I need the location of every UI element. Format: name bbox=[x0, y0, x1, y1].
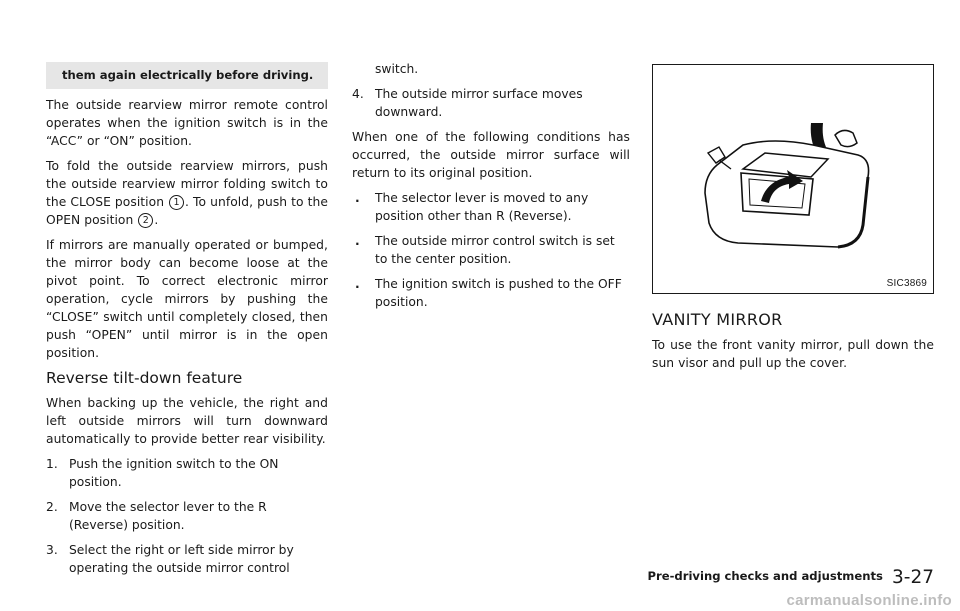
bullet-text: The selector lever is moved to any position other than R (Reverse). bbox=[375, 191, 589, 223]
heading-vanity-mirror: VANITY MIRROR bbox=[652, 310, 783, 329]
step-3-text: Select the right or left side mirror by operating the outside mirror control bbox=[69, 543, 294, 575]
paragraph-reverse-tilt: When backing up the vehicle, the right and left outside mirrors will turn downward automatically to provide better rear visibility. bbox=[46, 396, 328, 446]
middle-column bbox=[352, 60, 630, 318]
note-continuation-box bbox=[46, 62, 328, 89]
step-4 bbox=[352, 85, 630, 121]
paragraph-vanity-mirror: To use the front vanity mirror, pull down the sun visor and pull up the cover. bbox=[652, 338, 934, 370]
step-4-number: 4. bbox=[352, 87, 364, 101]
heading-reverse-tilt-down: Reverse tilt-down feature bbox=[46, 369, 243, 387]
page-footer bbox=[648, 567, 934, 588]
bullet-text: The outside mirror control switch is set to the center position. bbox=[375, 234, 615, 266]
folding-text-a: To fold the outside rearview mirrors, push the outside rearview mirror folding switch to the CLOSE position bbox=[46, 159, 328, 209]
page-number: 3-27 bbox=[892, 567, 934, 588]
figure-code: SIC3869 bbox=[886, 278, 927, 289]
step-3 bbox=[46, 541, 328, 577]
folding-text-b: . To unfold, push to the OPEN position bbox=[46, 195, 328, 227]
right-column bbox=[652, 0, 934, 379]
watermark: carmanualsonline.info bbox=[786, 592, 952, 609]
step-3-number: 3. bbox=[46, 543, 58, 557]
bullet-item bbox=[352, 232, 630, 268]
paragraph-remote-control: The outside rearview mirror remote control operates when the ignition switch is in the “ACC” or “ON” position. bbox=[46, 98, 328, 148]
visor-mount bbox=[835, 130, 857, 146]
bullet-mark: . bbox=[355, 234, 360, 248]
step-4-text: The outside mirror surface moves downward. bbox=[375, 87, 583, 119]
step-3-continued-text: switch. bbox=[375, 62, 419, 76]
bullet-item bbox=[352, 189, 630, 225]
footer-section-title: Pre-driving checks and adjustments bbox=[647, 569, 883, 583]
step-2-number: 2. bbox=[46, 500, 58, 514]
step-2 bbox=[46, 498, 328, 534]
step-3-continued bbox=[352, 60, 630, 78]
paragraph-manual-operation: If mirrors are manually operated or bumped, the mirror body can become loose at the pivot point. To correct electronic mirror operation, cycle mirrors by pushing the “CLOSE” switch until completely closed, then push “OPEN” until mirror is in the open position. bbox=[46, 238, 328, 360]
step-1-number: 1. bbox=[46, 457, 58, 471]
paragraph-return-conditions: When one of the following conditions has occurred, the outside mirror surface will return to its original position. bbox=[352, 130, 630, 180]
left-column bbox=[46, 0, 328, 584]
callout-2-icon: 2 bbox=[138, 213, 153, 228]
bullet-text: The ignition switch is pushed to the OFF position. bbox=[375, 277, 622, 309]
bullet-mark: . bbox=[355, 191, 360, 205]
sun-visor-illustration bbox=[653, 65, 933, 293]
note-continuation-text: them again electrically before driving. bbox=[62, 68, 314, 82]
step-1 bbox=[46, 455, 328, 491]
bullet-item bbox=[352, 275, 630, 311]
step-2-text: Move the selector lever to the R (Reverse) position. bbox=[69, 500, 267, 532]
sun-visor-figure bbox=[652, 64, 934, 294]
paragraph-folding bbox=[46, 157, 328, 229]
step-1-text: Push the ignition switch to the ON position. bbox=[69, 457, 279, 489]
bullet-mark: . bbox=[355, 277, 360, 291]
callout-1-icon: 1 bbox=[169, 195, 184, 210]
folding-text-c: . bbox=[154, 213, 159, 227]
